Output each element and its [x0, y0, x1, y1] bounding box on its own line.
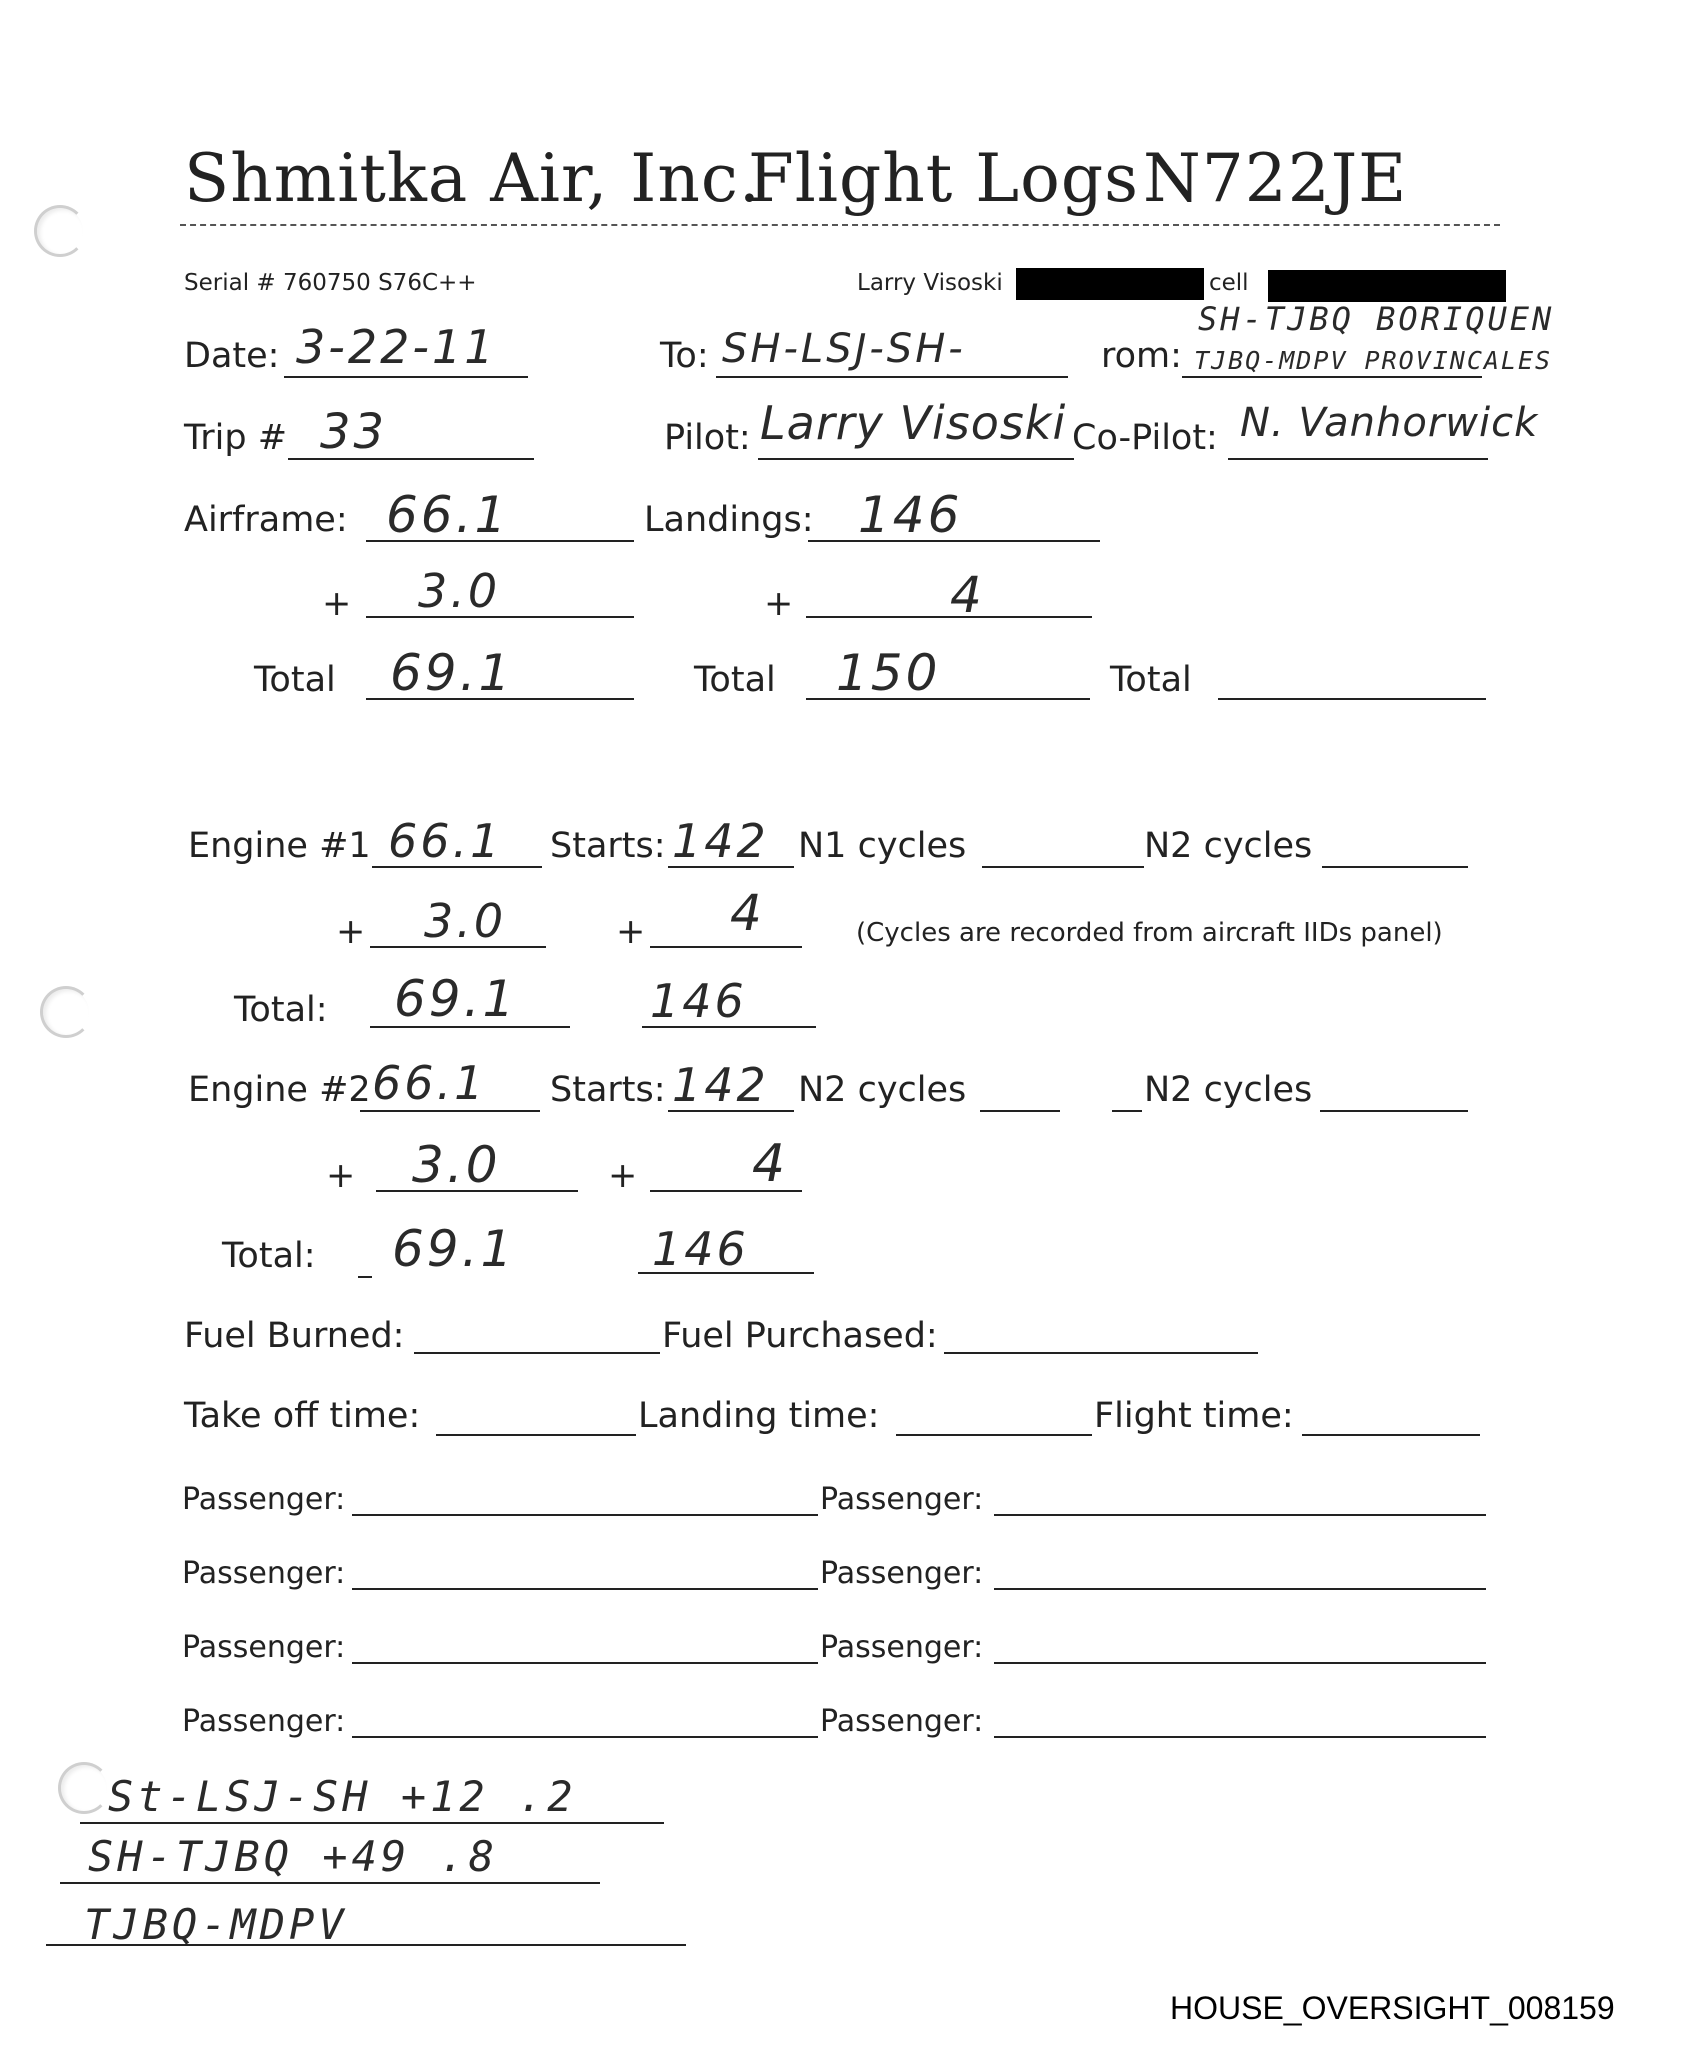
landing-time-line	[896, 1434, 1092, 1436]
tail-number: N722JE	[1143, 140, 1408, 217]
serial-number: Serial # 760750 S76C++	[184, 270, 477, 296]
engine1-label: Engine #1	[188, 826, 371, 866]
contact-name: Larry Visoski	[857, 270, 1003, 296]
redaction-phone	[1016, 268, 1204, 300]
landings-label: Landings:	[644, 500, 814, 540]
engine1-starts-add-line	[650, 946, 802, 948]
note-line-3: TJBQ-MDPV	[84, 1900, 348, 1949]
engine1-hours-plus: +	[336, 912, 366, 952]
passenger-label-4a: Passenger:	[182, 1704, 346, 1739]
engine2-hours-value: 66.1	[372, 1056, 487, 1110]
landings-total-label: Total	[694, 660, 776, 700]
from-line	[1182, 376, 1482, 378]
airframe-total-value: 69.1	[390, 644, 514, 702]
copilot-signature: N. Vanhorwick	[1240, 400, 1539, 446]
date-label: Date:	[184, 336, 280, 376]
engine2-starts-plus: +	[608, 1156, 638, 1196]
engine2-hours-total-dash	[358, 1276, 372, 1278]
note-underline-2	[60, 1882, 600, 1884]
pilot-signature: Larry Visoski	[760, 396, 1067, 450]
redaction-cell	[1268, 270, 1506, 302]
fuel-purchased-line	[944, 1352, 1258, 1354]
from-value: TJBQ-MDPV PROVINCALES	[1194, 346, 1553, 375]
passenger-line-1a	[352, 1514, 818, 1516]
engine2-n1-label: N2 cycles	[798, 1070, 967, 1110]
to-value: SH-LSJ-SH-	[722, 326, 966, 372]
engine1-n1-line	[982, 866, 1144, 868]
engine1-n1-label: N1 cycles	[798, 826, 967, 866]
engine2-hours-add-value: 3.0	[412, 1136, 501, 1194]
binder-hole-bottom	[58, 1762, 110, 1814]
cell-label: cell	[1209, 270, 1249, 296]
engine2-label: Engine #2	[188, 1070, 371, 1110]
note-underline-1	[80, 1822, 664, 1824]
fuel-burned-label: Fuel Burned:	[184, 1316, 405, 1356]
flight-time-label: Flight time:	[1094, 1396, 1294, 1436]
engine2-n2-label: N2 cycles	[1144, 1070, 1313, 1110]
engine1-starts-plus: +	[616, 912, 646, 952]
passenger-label-2a: Passenger:	[182, 1556, 346, 1591]
engine1-n2-label: N2 cycles	[1144, 826, 1313, 866]
engine1-starts-label: Starts:	[550, 826, 666, 866]
passenger-label-2b: Passenger:	[820, 1556, 984, 1591]
engine2-n2-dash	[1112, 1110, 1142, 1112]
passenger-label-4b: Passenger:	[820, 1704, 984, 1739]
airframe-value: 66.1	[386, 486, 510, 544]
engine2-n2-line	[1320, 1110, 1468, 1112]
engine2-hours-plus: +	[326, 1156, 356, 1196]
passenger-label-1b: Passenger:	[820, 1482, 984, 1517]
cycles-note: (Cycles are recorded from aircraft IIDs panel)	[856, 918, 1443, 948]
engine1-starts-add-value: 4	[730, 884, 765, 942]
trip-label: Trip #	[184, 418, 288, 458]
engine1-starts-total-value: 146	[650, 974, 747, 1028]
date-value: 3-22-11	[296, 320, 497, 374]
airframe-plus: +	[322, 584, 352, 624]
passenger-label-1a: Passenger:	[182, 1482, 346, 1517]
fuel-purchased-label: Fuel Purchased:	[662, 1316, 938, 1356]
company-name: Shmitka Air, Inc.	[184, 140, 761, 217]
passenger-line-4b	[994, 1736, 1486, 1738]
engine1-n2-line	[1322, 866, 1468, 868]
airframe-label: Airframe:	[184, 500, 348, 540]
engine1-starts-value: 142	[672, 814, 769, 868]
third-total-line	[1218, 698, 1486, 700]
binder-hole-middle	[40, 986, 92, 1038]
copilot-line	[1228, 458, 1488, 460]
to-label: To:	[660, 336, 709, 376]
landings-total-value: 150	[836, 644, 941, 702]
copilot-label: Co-Pilot:	[1072, 418, 1218, 458]
takeoff-time-line	[436, 1434, 636, 1436]
landing-time-label: Landing time:	[638, 1396, 880, 1436]
passenger-line-1b	[994, 1514, 1486, 1516]
passenger-line-3b	[994, 1662, 1486, 1664]
fuel-burned-line	[414, 1352, 660, 1354]
engine2-hours-total-value: 69.1	[392, 1220, 516, 1278]
note-line-2: SH-TJBQ +49 .8	[88, 1832, 499, 1881]
passenger-line-2b	[994, 1588, 1486, 1590]
engine1-total-label: Total:	[234, 990, 328, 1030]
pilot-line	[758, 458, 1074, 460]
doc-title: Flight Logs	[748, 140, 1139, 217]
landings-add-line	[806, 616, 1092, 618]
engine2-starts-value: 142	[672, 1058, 769, 1112]
note-line-1: St-LSJ-SH +12 .2	[108, 1772, 577, 1821]
to-line	[716, 376, 1068, 378]
airframe-add-value: 3.0	[418, 564, 501, 618]
trip-value: 33	[320, 404, 388, 460]
pilot-label: Pilot:	[664, 418, 751, 458]
engine1-hours-add-value: 3.0	[424, 894, 507, 948]
from-label: rom:	[1101, 336, 1182, 376]
engine2-hours-line	[360, 1110, 540, 1112]
engine2-n1-line	[980, 1110, 1060, 1112]
passenger-label-3b: Passenger:	[820, 1630, 984, 1665]
airframe-total-label: Total	[254, 660, 336, 700]
takeoff-time-label: Take off time:	[184, 1396, 421, 1436]
engine1-hours-value: 66.1	[388, 814, 503, 868]
engine2-total-label: Total:	[222, 1236, 316, 1276]
passenger-label-3a: Passenger:	[182, 1630, 346, 1665]
engine2-starts-add-value: 4	[752, 1134, 789, 1194]
landings-plus: +	[764, 584, 794, 624]
note-underline-3	[46, 1944, 686, 1946]
landings-add-value: 4	[950, 566, 985, 624]
third-total-label: Total	[1110, 660, 1192, 700]
passenger-line-3a	[352, 1662, 818, 1664]
passenger-line-4a	[352, 1736, 818, 1738]
flight-time-line	[1302, 1434, 1480, 1436]
date-line	[284, 376, 528, 378]
bates-number: HOUSE_OVERSIGHT_008159	[1170, 1990, 1615, 2026]
title-rule	[180, 224, 1500, 226]
engine2-starts-label: Starts:	[550, 1070, 666, 1110]
landings-value: 146	[858, 486, 963, 544]
from-note-top: SH-TJBQ BORIQUEN	[1198, 300, 1555, 338]
passenger-line-2a	[352, 1588, 818, 1590]
binder-hole-top	[34, 205, 86, 257]
engine2-starts-total-value: 146	[652, 1222, 749, 1276]
engine1-hours-total-value: 69.1	[394, 970, 518, 1028]
